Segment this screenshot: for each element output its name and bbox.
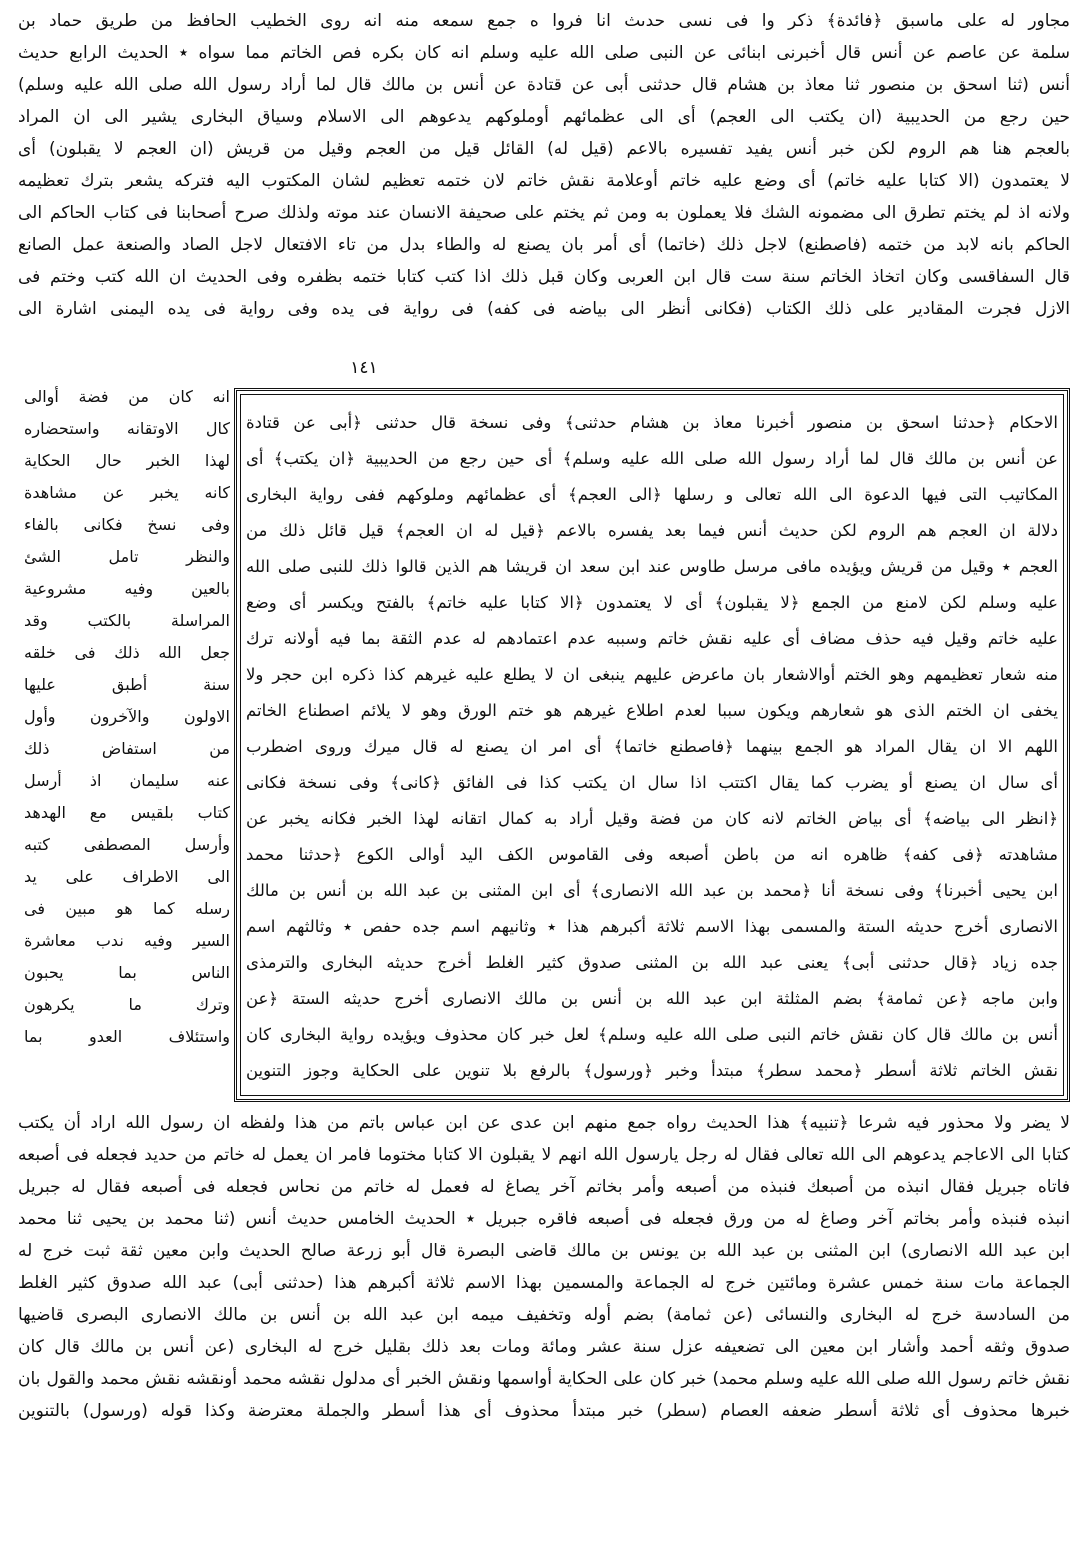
top-line-5: بالعجم هنا هم الروم لكن خبر أنس يفيد تفسيره بالاعم (قيل له) القائل قيل من العجم وقيل من قريش (ان العجم لا يقبلون) أى [18,139,1070,159]
side-line-6: والنظر تامل الشئ [24,547,230,566]
top-line-8: الحاكم بانه لابد من ختمه (فاصطنع) لاجل ذلك (خاتما) أى أمر بان يصنع له والطاء بدل من تاء الافتعال لاجل الصاد والصنعة عمل الصانع [18,235,1070,255]
bottom-line-4: انبذه فنبذه وأمر بخاتم آخر وصاغ له من ورق فجعله فى أصبعه فاقره جبريل ٭ الحديث الخامس حديث أنس (ثنا محمد بن يحيى ثنا محمد [18,1209,1070,1229]
side-line-21: واستئلاف العدو بما [24,1027,230,1046]
side-line-12: من استفاض ذلك [24,739,230,758]
box-line-8: منه شعار تعظيمهم وهو الختم أوالاشعار بان ماعرض عليهم ينبغى ان لا يطلع عليه غيرهم كذا ذكره ابن حجر ولا [246,665,1058,684]
side-line-4: كانه يخبر عن مشاهدة [24,483,230,502]
bottom-line-7: من السادسة خرج له البخارى والنسائى (عن ثمامة) بضم أوله وتخفيف ميمه ابن عبد الله بن أنس بن مالك الانصارى البصرى قاضيها [18,1305,1070,1325]
box-line-5: العجم ٭ وقيل من قريش ويؤيده مافى مرسل طاوس عند ابن سعد ان قريشا هم الذين قالوا ذلك للنبى صلى الله [246,557,1058,576]
box-line-1: الاحكام ﴿حدثنا اسحق بن منصور أخبرنا معاذ بن هشام حدثنى﴾ وفى نسخة قال حدثنى ﴿أبى عن قتادة [246,413,1058,432]
side-line-15: وأرسل المصطفى كتبه [24,835,230,854]
bottom-line-2: كتابا الى الاعاجم يدعوهم الى الله تعالى فقال له رجل يارسول الله انهم لا يقبلون الا كتابا مختوما فامر ان يعمل له خاتم من حديد فجعله فى أصبعه [18,1145,1070,1165]
box-line-10: اللهم الا ان يقال المراد هو الجمع بينهما ﴿فاصطنع خاتما﴾ أى امر ان يصنع له قال ميرك وروى اضطرب [246,737,1058,756]
box-line-4: دلالة ان العجم هم الروم لكن حديث أنس فيما بعد يفسره بالاعم ﴿قيل له ان العجم﴾ قيل قائل ذلك من [246,521,1058,540]
side-line-5: وفى نسخ فكانى بالفاء [24,515,230,534]
box-line-7: عليه خاتم وقيل فيه حذف مضاف أى عليه نقش خاتم وسببه عدم اعتمادهم له عدم الثقة بما فيه أولانه ترك [246,629,1058,648]
side-line-7: بالعين وفيه مشروعية [24,579,230,598]
box-line-18: أنس بن مالك قال كان نقش خاتم النبى صلى الله عليه وسلم﴾ لعل خبر كان محذوف ويؤيده رواية البخارى كان [246,1025,1058,1044]
top-line-7: ولانه اذ لم يختم تطرق الى مضمونه الشك فلا يعملون به ومن ثم يختم على صحيفة الانسان عند موته ولذلك صرح أصحابنا فى كتاب الحاكم الى [18,203,1070,223]
side-line-2: كال الاوتقانه واستحضاره [24,419,230,438]
side-line-3: لهذا الخبر حال الحكاية [24,451,230,470]
bottom-line-3: فاتاه جبريل فقال انبذه من أصبعك فنبذه من أصبعه وأمر بخاتم آخر يصاغ له فعمل له خاتم من نحاس فجعله فى أصبعه فقال له جبريل [18,1177,1070,1197]
side-line-11: الاولون والآخرون وأول [24,707,230,726]
top-line-6: لا يعتمدون (الا كتابا عليه خاتم) أى وضع عليه خاتم أوعلامة نقش خاتم لان ختمه تعظيم لشان المكتوب اليه فتركه يشعر بترك تعظيمه [18,171,1070,191]
side-line-17: رسله كما هو مبين فى [24,899,230,918]
box-line-16: جده زياد ﴿قال حدثنى أبى﴾ يعنى عبد الله بن المثنى صدوق كثير الغلط أخرج حديثه البخارى والترمذى [246,953,1058,972]
top-line-1: مجاور له على ماسبق ﴿فائدة﴾ ذكر وا فى نسى حدىث انا فروا ه جمع سمعه منه انه روى الخطيب الحافظ من طريق حماد بن [18,11,1070,31]
box-line-15: الانصارى أخرج حديثه الستة والمسمى بهذا الاسم ثلاثة أكبرهم هذا ٭ وثانيهم اسم جده حفص ٭ وثالثهم اسم [246,917,1058,936]
box-line-9: يخفى ان الختم الذى هو شعارهم ويكون سببا لعدم اطلاع غيرهم هو ختم الورق وهو لا يلائم اصطناع الخاتم [246,701,1058,720]
box-line-17: وابن ماجه ﴿عن ثمامة﴾ بضم المثلثة ابن عبد الله بن أنس بن مالك الانصارى أخرج حديثه الستة ﴿عن [246,989,1058,1008]
side-line-1: انه كان من فضة أوالى [24,387,230,406]
top-line-9: قال السفاقسى وكان اتخاذ الخاتم سنة ست قال ابن العربى وكان قبل ذلك اذا كتب كتابا ختمه بظفره وفى الحديث ان الله كتب وختم فى [18,267,1070,287]
box-line-14: ابن يحيى أخبرنا﴾ وفى نسخة أنا ﴿محمد بن عبد الله الانصارى﴾ أى ابن المثنى بن عبد الله بن أنس بن مالك [246,881,1058,900]
bottom-line-8: صدوق وثقه أحمد وأشار ابن معين الى تضعيفه عزل سنة عشر ومائة ومات بعد ذلك بقليل خرج له البخارى (عن أنس بن مالك قال كان [18,1337,1070,1357]
box-line-11: أى سال ان يصنع أو يضرب كما يقال اكتتب اذا سال ان يكتب كذا فى الفائق ﴿كانى﴾ وفى نسخة فكانى [246,773,1058,792]
side-line-18: السير وفيه ندب معاشرة [24,931,230,950]
side-line-9: جعل الله ذلك فى خلقه [24,643,230,662]
top-line-3: أنس (ثنا اسحق بن منصور ثنا معاذ بن هشام قال حدثنى أبى عن قتادة عن أنس بن مالك قال لما أراد رسول الله صلى الله عليه وسلم) [18,75,1070,95]
box-line-19: نقش الخاتم ثلاثة أسطر ﴿محمد سطر﴾ مبتدأ وخبر ﴿ورسول﴾ بالرفع بلا تنوين على الحكاية وجوز التنوين [246,1061,1058,1080]
bottom-line-9: نقش خاتم رسول الله صلى الله عليه وسلم محمد) خبر كان على الحكاية أواسمها ونقش الخبر أى مدلول نقشه محمد أونقشه نقش محمد والقول بان [18,1369,1070,1389]
bottom-line-5: ابن عبد الله الانصارى) ابن المثنى بن عبد الله بن يونس بن مالك قاضى البصرة قال أبو زرعة صالح الحديث وابن معين ثقة ثبت خرج له [18,1241,1070,1261]
top-line-10: الازل فجرت المقادير على ذلك الكتاب (فكانى أنظر الى بياضه فى كفه) فى رواية فى يده وفى رواية فى يده اليمنى اشارة الى [18,299,1070,319]
side-line-14: كتاب بلقيس مع الهدهد [24,803,230,822]
top-line-2: سلمة عن عاصم عن أنس قال أخبرنى ابنائى عن النبى صلى الله عليه وسلم انه كان بكره فص الخاتم مما سواه ٭ الحديث الرابع حديث [18,43,1070,63]
bottom-line-6: الجماعة مات سنة خمس عشرة ومائتين خرج له الجماعة والمسمين بهذا الاسم ثلاثة أكبرهم هذا (حدثنى أبى) عبد الله صدوق كثير الغلط [18,1273,1070,1293]
side-line-19: الناس بما يحبون [24,963,230,982]
bottom-line-1: لا يضر ولا محذور فيه شرعا ﴿تنبيه﴾ هذا الحديث رواه جمع منهم ابن عدى عن ابن عباس باتم من هذا ولفظه ان رسول الله اراد أن يكتب [18,1113,1070,1133]
box-line-2: عن أنس بن مالك قال لما أراد رسول الله صلى الله عليه وسلم﴾ أى حين رجع من الحديبية ﴿ان يكتب﴾ أى [246,449,1058,468]
side-line-20: وترك ما يكرهون [24,995,230,1014]
bottom-line-10: خبرها محذوف أى ثلاثة أسطر ضعفه العصام (سطر) خبر مبتدأ محذوف أى هذا أسطر والجملة معترضة وكذا قوله (ورسول) بالتنوين [18,1401,1070,1421]
top-line-4: حين رجع من الحديبية (ان يكتب الى العجم) أى الى عظمائهم أوملوكهم يدعوهم الى الاسلام وسياق البخارى يشير الى ان المراد [18,107,1070,127]
page-number: ١٤١ [334,353,394,383]
box-line-12: ﴿انظر الى بياضه﴾ أى بياض الخاتم لانه كان من فضة وقيل أراد به كمال اتقانه لهذا الخبر فكانه يخبر عن [246,809,1058,828]
box-line-13: مشاهدته ﴿فى كفه﴾ ظاهره انه من باطن أصبعه وفى القاموس الكف اليد أوالى الكوع ﴿حدثنا محمد [246,845,1058,864]
box-line-6: عليه وسلم لكن لامنع من الجمع ﴿لا يقبلون﴾ أى لا يعتمدون ﴿الا كتابا عليه خاتم﴾ بالفتح ويكسر أى وضع [246,593,1058,612]
side-line-8: المراسلة بالكتب وقد [24,611,230,630]
side-line-13: عنه سليمان اذ أرسل [24,771,230,790]
side-line-16: الى الاطراف على يد [24,867,230,886]
side-line-10: سنة أطبق عليها [24,675,230,694]
box-line-3: المكاتيب التى فيها الدعوة الى الله تعالى و رسلها ﴿الى العجم﴾ أى عظمائهم وملوكهم ففى رواية البخارى [246,485,1058,504]
